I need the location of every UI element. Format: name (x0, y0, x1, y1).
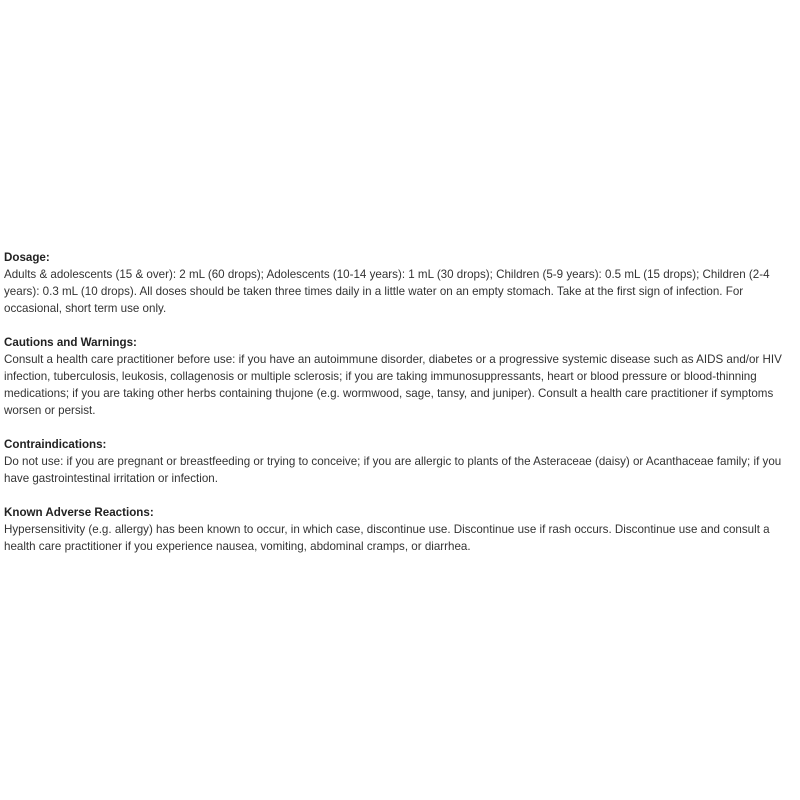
contraindications-heading: Contraindications: (4, 438, 107, 451)
contraindications-section (4, 436, 798, 487)
adverse-reactions-text: Hypersensitivity (e.g. allergy) has been known to occur, in which case, discontinue use. Discontinue use if rash occurs. Discontinue use and consult a health care practitioner if you experience nausea, vomiting, abdominal cramps, or diarrhea. (4, 523, 770, 553)
cautions-text: Consult a health care practitioner before use: if you have an autoimmune disorder, diabetes or a progressive systemic disease such as AIDS and/or HIV infection, tuberculosis, leukosis, collagenosis or multiple sclerosis; if you are taking immunosuppressants, heart or blood pressure or blood-thinning medications; if you are taking other herbs containing thujone (e.g. wormwood, sage, tansy, and juniper). Consult a health care practitioner if symptoms worsen or persist. (4, 353, 782, 417)
cautions-heading: Cautions and Warnings: (4, 336, 137, 349)
dosage-section (4, 249, 798, 317)
adverse-reactions-section (4, 504, 798, 555)
adverse-reactions-heading: Known Adverse Reactions: (4, 506, 154, 519)
dosage-heading: Dosage: (4, 251, 50, 264)
product-info-content (4, 249, 798, 572)
dosage-text: Adults & adolescents (15 & over): 2 mL (60 drops); Adolescents (10-14 years): 1 mL (30 drops); Children (5-9 years): 0.5 mL (15 drops); Children (2-4 years): 0.3 mL (10 drops). All doses should be taken three times daily in a little water on an empty stomach. Take at the first sign of infection. For occasional, short term use only. (4, 268, 770, 315)
contraindications-text: Do not use: if you are pregnant or breastfeeding or trying to conceive; if you are allergic to plants of the Asteraceae (daisy) or Acanthaceae family; if you have gastrointestinal irritation or infection. (4, 455, 782, 485)
cautions-section (4, 334, 798, 419)
